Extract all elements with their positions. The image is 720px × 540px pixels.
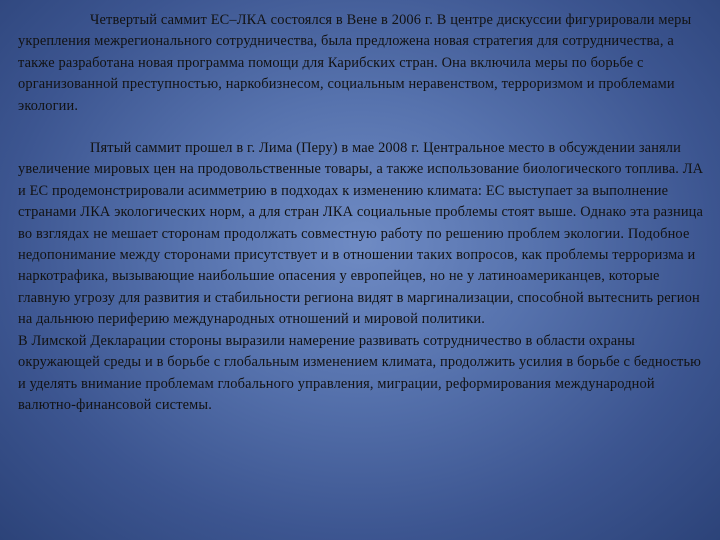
paragraph-gap <box>18 117 708 138</box>
paragraph-fourth-summit: Четвертый саммит ЕС–ЛКА состоялся в Вене в 2006 г. В центре дискуссии фигурировали меры укрепления межрегионального сотрудничества, была предложена новая стратегия для сотрудничества, а также разработана новая программа помощи для Карибских стран. Она включила меры по борьбе с организованной преступностью, наркобизнесом, социальным неравенством, терроризмом и проблемами экологии. <box>18 12 692 114</box>
paragraph-fifth-summit: Пятый саммит прошел в г. Лима (Перу) в мае 2008 г. Центральное место в обсуждении заняли увеличение мировых цен на продовольственные товары, а также использование биологического топлива. ЛА и ЕС продемонстрировали асимметрию в подходах к изменению климата: ЕС выступает за выполнение странами ЛКА экологических норм, а для стран ЛКА социальные проблемы стоят выше. Однако эта разница во взглядах не мешает сторонам продолжать совместную работу по решению проблем экологии. Подобное недопонимание между сторонами присутствует и в отношении таких вопросов, как проблемы терроризма и наркотрафика, вызывающие наибольшие опасения у европейцев, но не у латиноамериканцев, которые главную угрозу для развития и стабильности региона видят в маргинализации, способной вытеснить регион на дальнюю периферию международных отношений и мировой политики. <box>18 140 704 328</box>
text-body <box>18 10 708 416</box>
paragraph-lima-declaration: В Лимской Декларации стороны выразили намерение развивать сотрудничество в области охраны окружающей среды и в борьбе с глобальным изменением климата, продолжить усилия в борьбе с бедностью и уделять внимание проблемам глобального управления, миграции, реформирования международной валютно-финансовой системы. <box>18 332 702 413</box>
